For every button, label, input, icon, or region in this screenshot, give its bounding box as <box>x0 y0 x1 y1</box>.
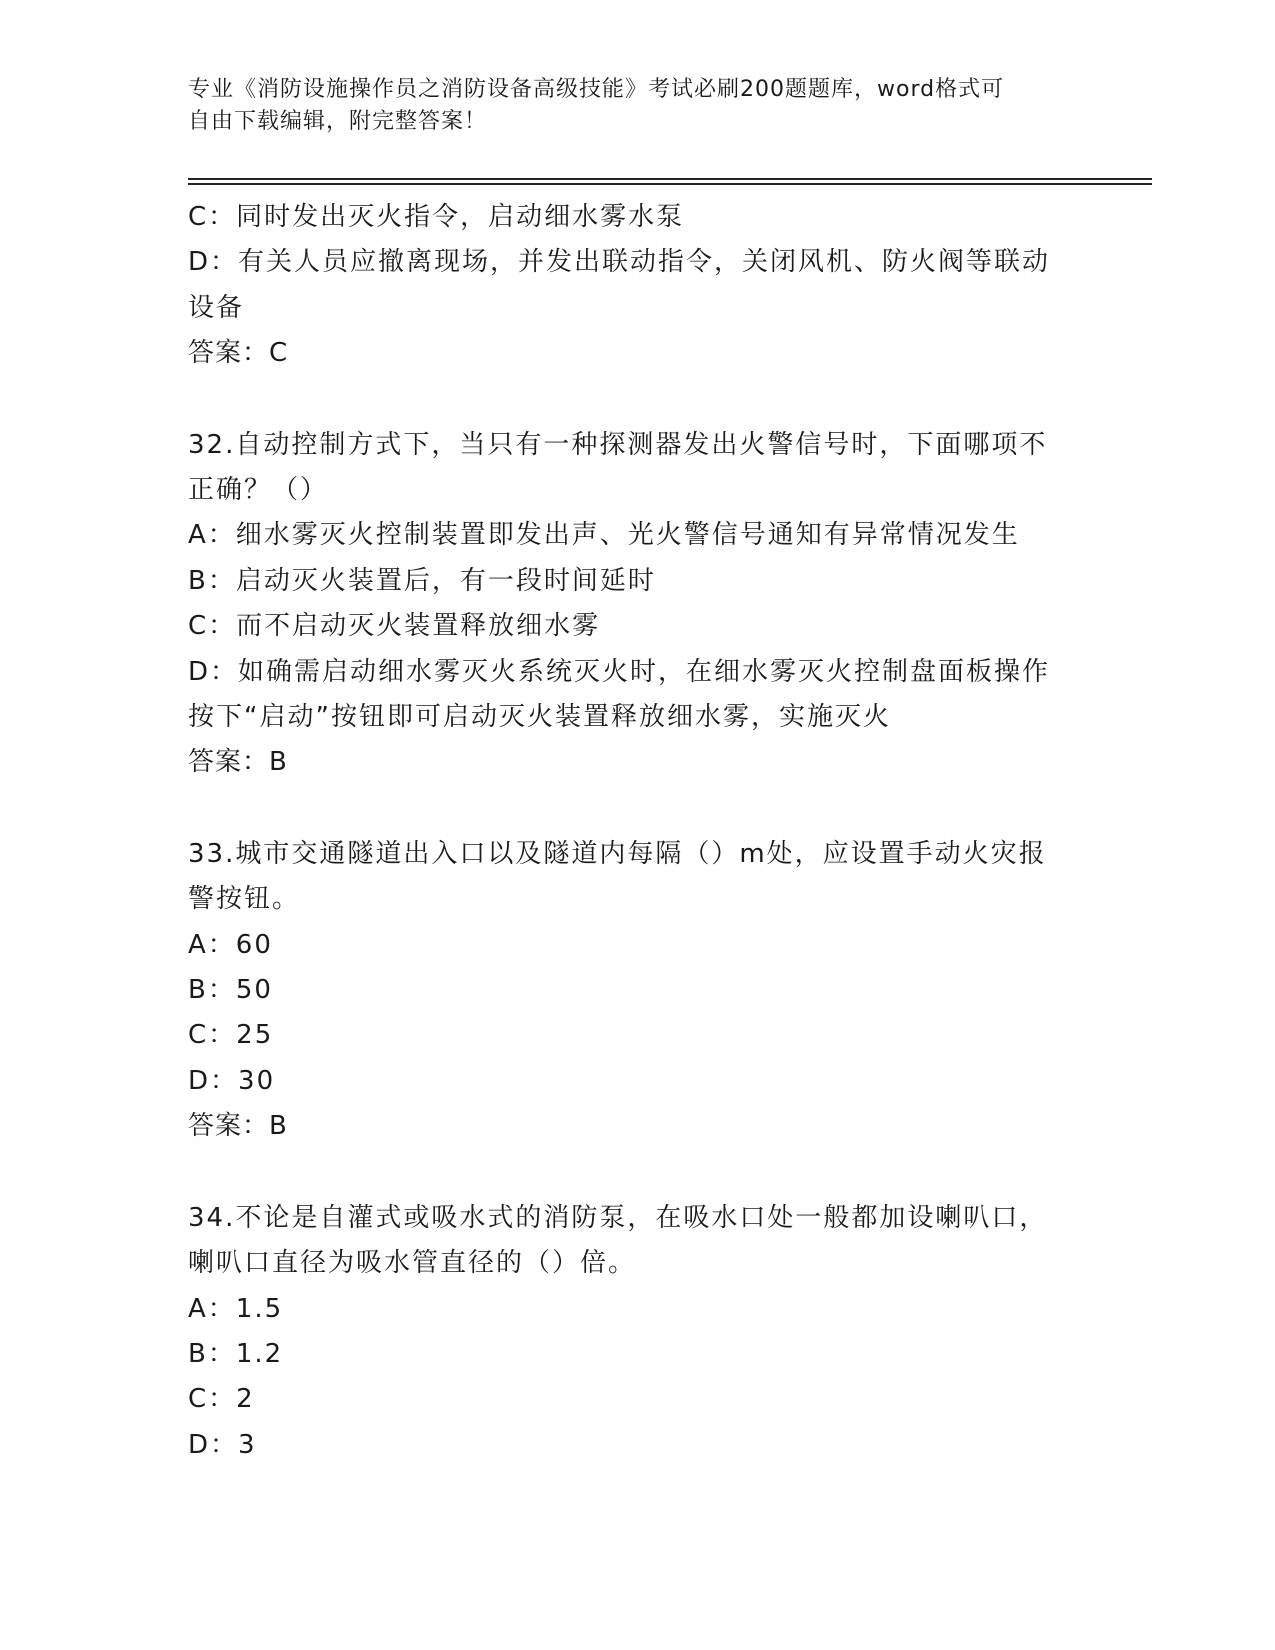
header-line-1: 专业《消防设施操作员之消防设备高级技能》考试必刷200题题库，word格式可 <box>188 77 1005 102</box>
text-line: B：1.2 <box>188 1339 284 1369</box>
text-line: D：如确需启动细水雾灭火系统灭火时，在细水雾灭火控制盘面板操作 <box>188 657 1051 687</box>
document-header <box>188 74 1068 138</box>
answer-line: 答案：B <box>188 1111 288 1141</box>
text-line: 警按钮。 <box>188 884 301 914</box>
text-line: 设备 <box>188 293 245 323</box>
answer-line: 答案：C <box>188 338 289 368</box>
header-divider-top <box>188 178 1152 180</box>
text-line: C：同时发出灭火指令，启动细水雾水泵 <box>188 202 685 232</box>
text-line: C：而不启动灭火装置释放细水雾 <box>188 611 601 641</box>
text-line: D：3 <box>188 1430 257 1460</box>
text-line: D：30 <box>188 1066 276 1096</box>
text-line: A：60 <box>188 930 273 960</box>
text-line: B：50 <box>188 975 273 1005</box>
header-line-2: 自由下载编辑，附完整答案！ <box>188 109 488 134</box>
text-line: B：启动灭火装置后，有一段时间延时 <box>188 566 656 596</box>
answer-line: 答案：B <box>188 747 288 777</box>
text-line: 33.城市交通隧道出入口以及隧道内每隔（）m处，应设置手动火灾报 <box>188 839 1047 869</box>
text-line: C：2 <box>188 1384 255 1414</box>
text-line: C：25 <box>188 1020 274 1050</box>
header-divider-bottom <box>188 183 1152 185</box>
text-line: D：有关人员应撤离现场，并发出联动指令，关闭风机、防火阀等联动 <box>188 247 1051 277</box>
text-line: 喇叭口直径为吸水管直径的（）倍。 <box>188 1248 637 1278</box>
text-line: 32.自动控制方式下，当只有一种探测器发出火警信号时，下面哪项不 <box>188 430 1048 460</box>
text-line: 按下“启动”按钮即可启动灭火装置释放细水雾，实施灭火 <box>188 702 891 732</box>
text-line: 正确？（） <box>188 475 329 505</box>
text-line: A：细水雾灭火控制装置即发出声、光火警信号通知有异常情况发生 <box>188 520 1020 550</box>
text-line: A：1.5 <box>188 1294 284 1324</box>
text-line: 34.不论是自灌式或吸水式的消防泵，在吸水口处一般都加设喇叭口， <box>188 1203 1048 1233</box>
